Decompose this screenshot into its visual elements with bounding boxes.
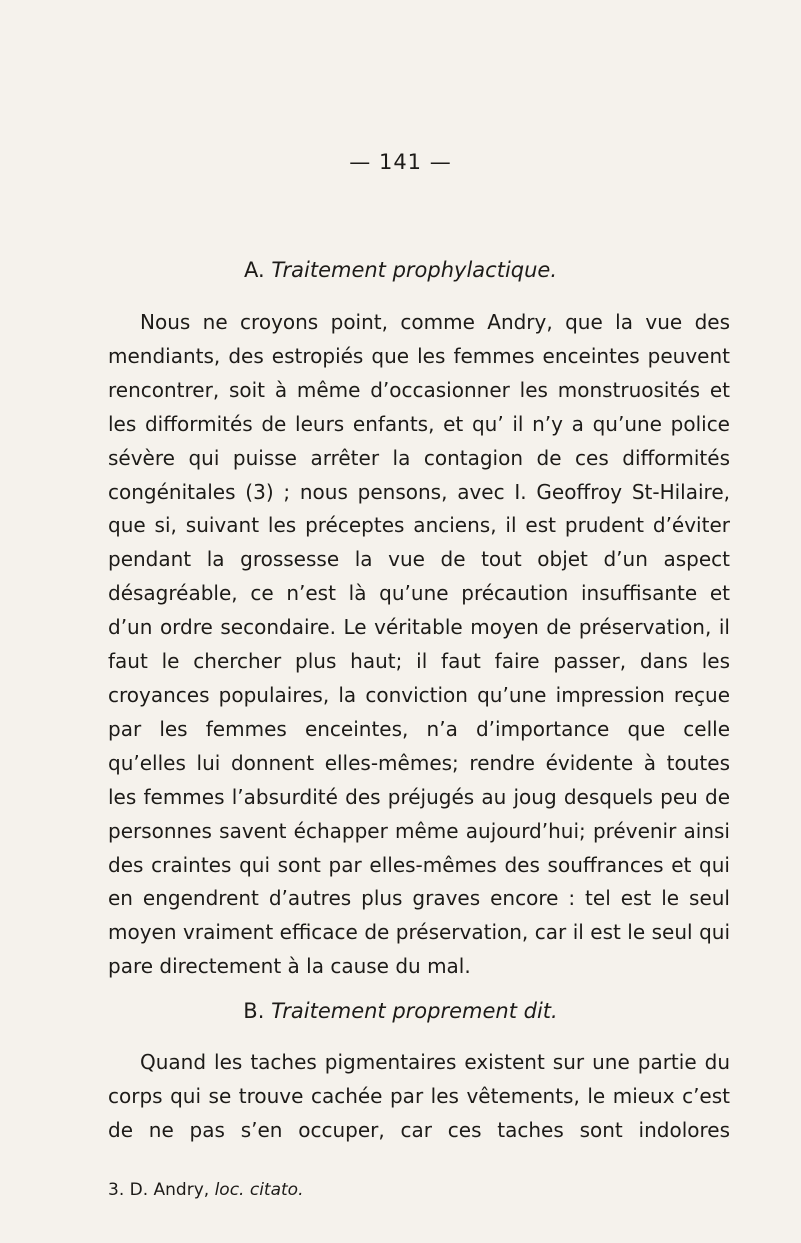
paragraph-treatment: Quand les taches pigmentaires existent sur une partie du corps qui se trouve cachée par les vêtements, le mieux c’est de ne pas s’en occuper, car ces taches sont indolores: [108, 1050, 730, 1142]
footnote-reference: loc. citato.: [214, 1180, 304, 1200]
section-label: B.: [243, 999, 265, 1023]
footnote: [108, 1180, 303, 1200]
footnote-text: 3. D. Andry,: [108, 1180, 210, 1200]
section-title: Traitement prophylactique.: [271, 258, 558, 282]
section-heading-b: [0, 999, 801, 1023]
page-number: — 141 —: [349, 150, 452, 174]
section-label: A.: [243, 258, 265, 282]
section-heading-a: [0, 258, 801, 282]
paragraph-prophylactic: Nous ne croyons point, comme Andry, que la vue des mendiants, des estropiés que les femmes enceintes peuvent rencontrer, soit à même d’occasionner les monstruosités et les difformités de leurs enfants, et qu’ il n’y a qu’une police sévère qui puisse arrêter la contagion de ces difformités congénitales (3) ; nous pensons, avec I. Geoffroy St-Hilaire, que si, suivant les préceptes anciens, il est prudent d’éviter pendant la grossesse la vue de tout objet d’un aspect désagréable, ce n’est là qu’une précaution insuffisante et d’un ordre secondaire. Le véritable moyen de préservation, il faut le chercher plus haut; il faut faire passer, dans les croyances populaires, la conviction qu’une impression reçue par les femmes enceintes, n’a d’importance que celle qu’elles lui donnent elles-mêmes; rendre évidente à toutes les femmes l’absurdité des préjugés au joug desquels peu de personnes savent échapper même aujourd’hui; prévenir ainsi des craintes qui sont par elles-mêmes des souffrances et qui en engendrent d’autres plus graves encore : tel est le seul moyen vraiment efficace de préservation, car il est le seul qui pare directement à la cause du mal.: [108, 310, 730, 979]
section-title: Traitement proprement dit.: [271, 999, 558, 1023]
